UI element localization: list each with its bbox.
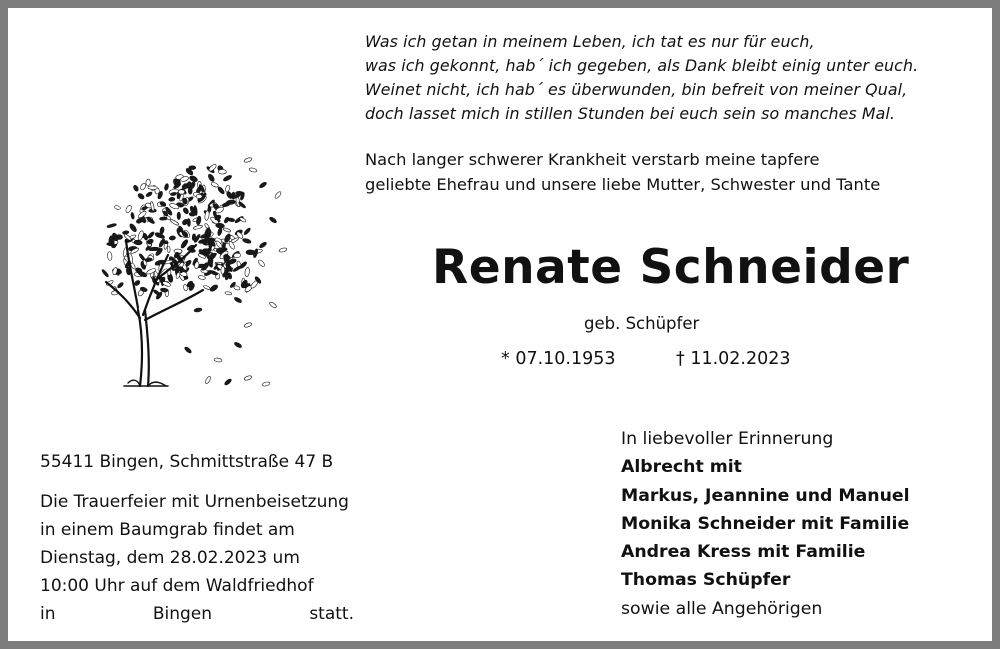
- poem-line: was ich gekonnt, hab´ ich gegeben, als Dank bleibt einig unter euch.: [365, 56, 919, 75]
- leaf: [209, 284, 219, 293]
- leaf: [204, 376, 211, 385]
- leaf: [226, 200, 236, 205]
- leaf: [182, 207, 189, 215]
- deceased-name: Renate Schneider: [432, 240, 910, 295]
- leaf: [129, 223, 138, 233]
- funeral-line: Dienstag, dem 28.02.2023 um: [40, 548, 300, 568]
- leaf: [207, 173, 215, 182]
- leaf: [137, 192, 145, 200]
- funeral-line: in Bingen statt.: [40, 604, 354, 624]
- leaf: [134, 240, 143, 245]
- leaf: [101, 269, 109, 278]
- leaf: [244, 322, 253, 328]
- leaf: [168, 197, 175, 202]
- poem-line: doch lasset mich in stillen Stunden bei euch sein so manches Mal.: [365, 104, 896, 123]
- leaf: [160, 217, 168, 221]
- leaf: [223, 174, 233, 182]
- leaf: [198, 275, 206, 280]
- leaf: [130, 212, 134, 219]
- leaf: [145, 191, 152, 197]
- leaf: [107, 251, 112, 260]
- mourners-heading: In liebevoller Erinnerung: [621, 429, 834, 449]
- intro-line: Nach langer schwerer Krankheit verstarb meine tapfere: [365, 150, 820, 169]
- funeral-line: 10:00 Uhr auf dem Waldfriedhof: [40, 576, 314, 596]
- leaf: [194, 308, 203, 313]
- mourner-name: Andrea Kress mit Familie: [621, 542, 866, 563]
- leaf: [279, 247, 288, 253]
- leaf: [169, 235, 176, 240]
- mourner-name: Markus, Jeannine und Manuel: [621, 485, 910, 506]
- leaf: [125, 204, 133, 213]
- leaf: [188, 187, 192, 194]
- leaf: [214, 358, 223, 363]
- poem-line: Was ich getan in meinem Leben, ich tat es nur für euch,: [365, 32, 815, 51]
- mourner-name: Thomas Schüpfer: [621, 570, 791, 591]
- leaf: [164, 183, 169, 191]
- poem: [365, 30, 965, 126]
- leaf: [196, 194, 202, 199]
- mourner-name: Albrecht mit: [621, 457, 742, 478]
- funeral-line: Die Trauerfeier mit Urnenbeisetzung: [40, 492, 349, 512]
- leaf: [177, 212, 180, 220]
- leaf: [244, 267, 250, 277]
- leaf: [189, 166, 196, 170]
- leaf: [257, 259, 265, 268]
- leaf: [184, 346, 192, 354]
- intro-text: [365, 147, 965, 197]
- leaf: [178, 190, 185, 194]
- intro-line: geliebte Ehefrau und unsere liebe Mutter, Schwester und Tante: [365, 175, 881, 194]
- leaf: [234, 296, 243, 303]
- death-date: † 11.02.2023: [676, 349, 791, 369]
- leaf: [146, 179, 151, 186]
- leaf: [223, 227, 231, 233]
- leaf: [218, 169, 226, 174]
- leaf: [153, 289, 160, 296]
- leaf: [249, 167, 258, 173]
- leaf: [221, 266, 225, 274]
- leaf: [234, 341, 243, 348]
- leaf: [233, 253, 240, 258]
- leaf: [227, 217, 235, 222]
- maiden-name: geb. Schüpfer: [584, 314, 700, 333]
- leaf: [217, 186, 225, 195]
- leaf: [114, 205, 121, 210]
- mourner-name: Monika Schneider mit Familie: [621, 513, 910, 534]
- leaf: [274, 191, 282, 199]
- mourners: [621, 425, 910, 623]
- mourners-closing: sowie alle Angehörigen: [621, 598, 823, 619]
- poem-line: Weinet nicht, ich hab´ es überwunden, bin befreit von meiner Qual,: [365, 80, 908, 99]
- leaf: [203, 285, 211, 290]
- leaf: [259, 241, 268, 249]
- funeral-line: in einem Baumgrab findet am: [40, 520, 295, 540]
- leaf: [196, 216, 202, 225]
- leaf: [225, 185, 231, 193]
- funeral-notice: [40, 488, 354, 628]
- leaf: [193, 225, 203, 230]
- address: 55411 Bingen, Schmittstraße 47 B: [40, 452, 334, 472]
- leaf: [243, 227, 251, 235]
- leaf: [167, 246, 170, 253]
- leaf: [224, 378, 232, 386]
- leaf: [215, 223, 224, 229]
- leaf: [244, 375, 253, 381]
- leaf: [133, 184, 140, 192]
- leaf: [117, 282, 124, 289]
- leaf: [269, 301, 278, 309]
- leaf: [262, 381, 271, 386]
- leaf: [145, 257, 153, 262]
- leaf: [259, 181, 268, 189]
- leaf: [207, 229, 212, 237]
- leaf: [148, 186, 158, 190]
- leaf: [107, 223, 117, 228]
- leaf: [269, 216, 278, 224]
- leaf: [225, 291, 232, 295]
- leaf: [187, 218, 191, 226]
- leaf: [209, 270, 218, 276]
- leaf: [170, 219, 180, 226]
- leaf: [242, 238, 252, 244]
- windblown-tree-icon: [88, 150, 298, 395]
- leaf: [246, 250, 255, 255]
- leaf: [111, 239, 114, 248]
- leaf: [217, 227, 223, 236]
- birth-date: * 07.10.1953: [501, 349, 616, 369]
- leaf: [210, 181, 218, 188]
- leaf: [143, 233, 149, 241]
- leaf: [244, 157, 253, 163]
